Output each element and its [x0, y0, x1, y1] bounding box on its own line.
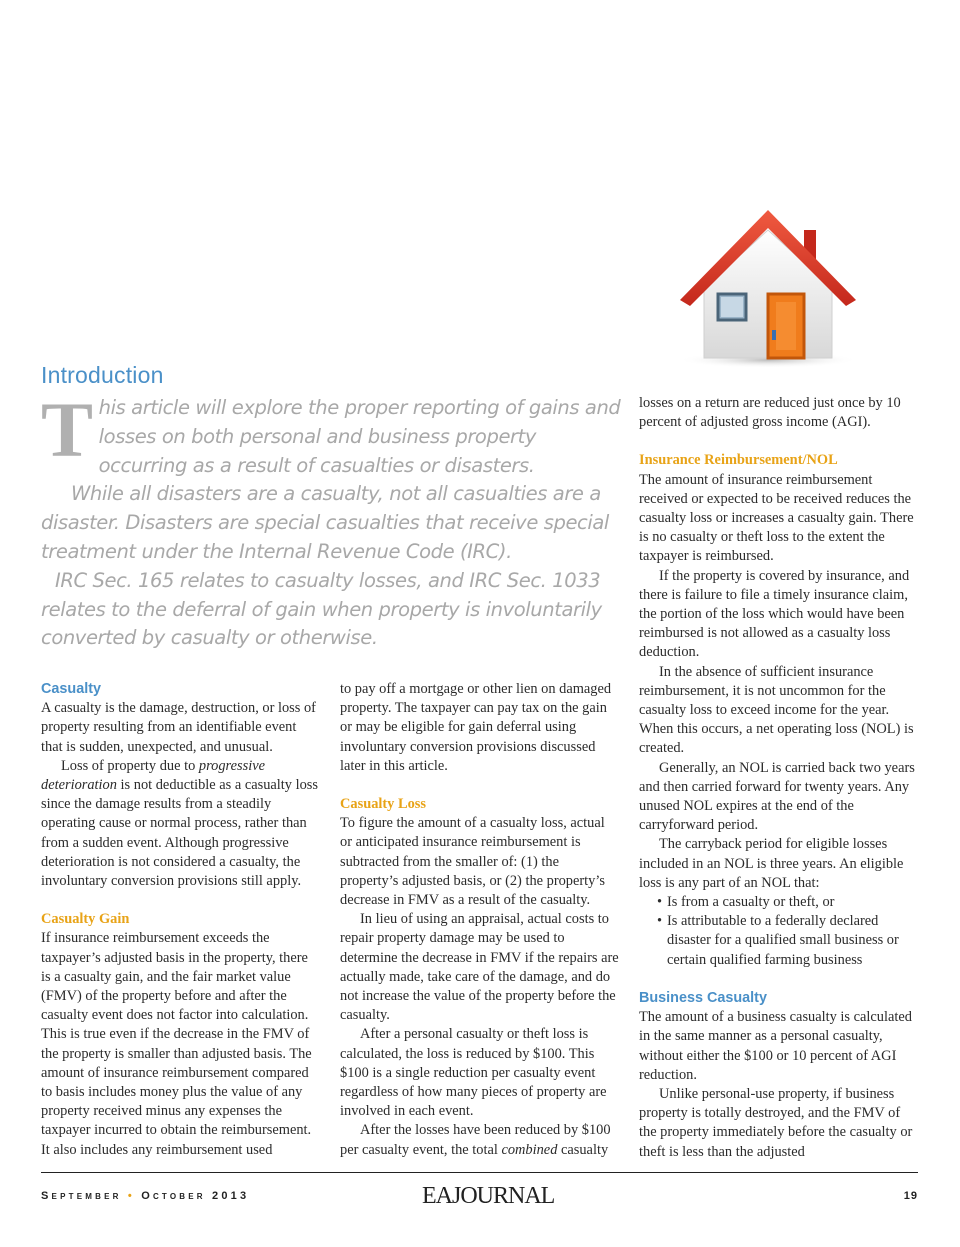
insurance-nol-heading: Insurance Reimbursement/NOL [639, 452, 838, 469]
intro-paragraph-3: IRC Sec. 165 relates to casualty losses, and IRC Sec. 1033 relates to the deferral of gain when property is involuntarily converted by casualty or otherwise. [41, 568, 602, 650]
casualty-gain-paragraph: If insurance reimbursement exceeds the taxpayer’s adjusted basis in the property, there is a casualty gain, and the fair market value (FMV) of the property before and after the casualty event does not factor into calculation. This is true even if the decrease in the FMV of the property is smaller than adjusted basis. The amount of insurance reimbursement compared to basis includes money plus the value of any property received minus any expenses the taxpayer incurred to obtain the reimbursement. It also includes any reimbursement used [41, 930, 312, 1158]
footer-issue-date: September • October 2013 [41, 1190, 250, 1202]
casualty-loss-paragraph-1: To figure the amount of a casualty loss, actual or anticipated insurance reimbursement is subtracted from the smaller of: (1) the property’s adjusted basis, or (2) the property’s decrease in FMV as a result of the casualty. [340, 815, 605, 909]
ea-journal-logo: EAJOURNAL [422, 1183, 555, 1209]
house-illustration [676, 208, 860, 368]
intro-paragraph-1: This article will explore the proper reporting of gains and losses on both personal and business property occurring as a result of casualties or disasters. [41, 386, 621, 477]
continued-paragraph: to pay off a mortgage or other lien on damaged property. The taxpayer can pay tax on the gain or may be eligible for gain deferral using involuntary conversion provisions discussed later in this article. [340, 681, 612, 774]
casualty-loss-paragraph-3: After a personal casualty or theft loss is calculated, the loss is reduced by $100. This $100 is a single reduction per casualty event regardless of how many pieces of property are involved in each event. [340, 1026, 607, 1120]
list-item: • Is attributable to a federally declared disaster for a qualified small business or certain qualified farming business [667, 912, 919, 970]
drop-cap: T [41, 386, 93, 473]
business-casualty-paragraph-1: The amount of a business casualty is calculated in the same manner as a personal casualty, without either the $100 or 10 percent of AGI reduction. [639, 1009, 912, 1083]
nol-paragraph-2: If the property is covered by insurance, and there is failure to file a timely insurance claim, the portion of the loss which would have been reimbursed is not allowed as a casualty loss deduction. [639, 567, 910, 661]
eligible-loss-list [639, 893, 919, 970]
footer-divider [41, 1172, 918, 1173]
casualty-heading: Casualty [41, 681, 101, 697]
list-item: • Is from a casualty or theft, or [667, 893, 919, 912]
nol-paragraph-4: Generally, an NOL is carried back two years and then carried forward for twenty years. Any unused NOL expires at the end of the carryforward period. [639, 759, 915, 834]
business-casualty-heading: Business Casualty [639, 989, 767, 1006]
introduction-text [41, 386, 621, 653]
casualty-gain-heading: Casualty Gain [41, 911, 130, 928]
introduction-heading: Introduction [41, 362, 164, 388]
casualty-paragraph-1: A casualty is the damage, destruction, or loss of property resulting from an identifiable event that is sudden, unexpected, and unusual. [41, 700, 316, 755]
business-casualty-paragraph-2: Unlike personal-use property, if business property is totally destroyed, and the FMV of the property immediately before the casualty or theft is less than the adjusted [639, 1085, 913, 1160]
casualty-loss-paragraph-2: In lieu of using an appraisal, actual costs to repair property damage may be used to determine the decrease in FMV if the repairs are actually made, take care of the damage, and do not increase the value of the property before the casualty. [340, 911, 619, 1024]
casualty-paragraph-2: Loss of property due to progressive deterioration is not deductible as a casualty loss since the damage results from a steadily operating cause or normal process, rather than from a sudden event. Although progressive deterioration is not considered a casualty, the involuntary conversion provisions still apply. [41, 757, 318, 890]
column-3 [639, 394, 919, 1162]
casualty-loss-paragraph-4: After the losses have been reduced by $100 per casualty event, the total combined casualty [340, 1122, 611, 1158]
nol-paragraph-3: In the absence of sufficient insurance reimbursement, it is not uncommon for the casualty loss to exceed income for the year. When this occurs, a net operating loss (NOL) is created. [639, 663, 914, 757]
continued-paragraph: losses on a return are reduced just once by 10 percent of adjusted gross income (AGI). [639, 395, 901, 431]
column-2 [340, 680, 620, 1160]
nol-paragraph-1: The amount of insurance reimbursement received or expected to be received reduces the casualty loss or increases a casualty gain. There is no casualty or theft loss to the extent the taxpayer is reimbursed. [639, 471, 914, 565]
column-1 [41, 680, 321, 1160]
casualty-loss-heading: Casualty Loss [340, 796, 426, 813]
nol-paragraph-5: The carryback period for eligible losses included in an NOL is three years. An eligible loss is any part of an NOL that: [639, 836, 904, 891]
intro-paragraph-2: While all disasters are a casualty, not all casualties are a disaster. Disasters are special casualties that receive special treatment under the Internal Revenue Code (IRC). [41, 482, 609, 563]
page-number: 19 [903, 1190, 918, 1202]
